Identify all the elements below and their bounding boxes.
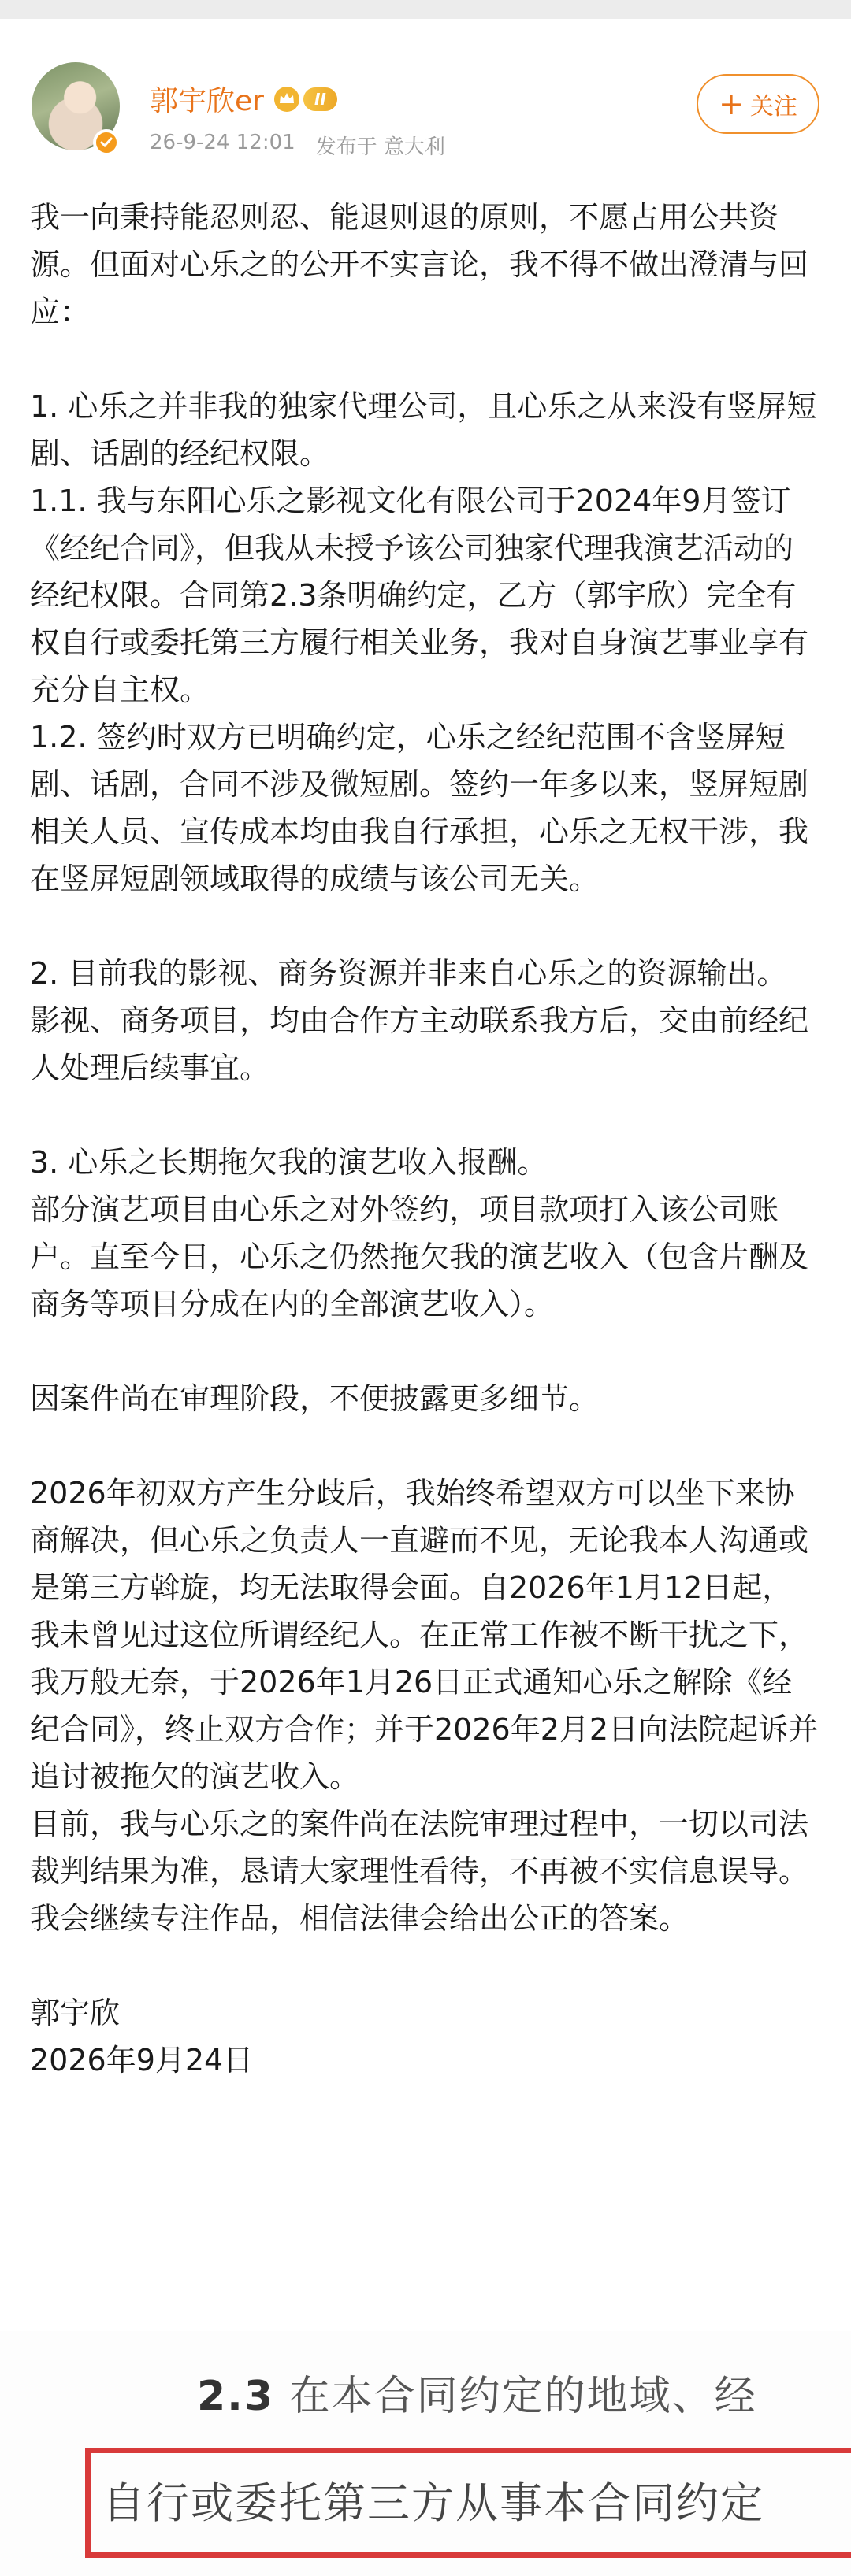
post-location: 发布于 意大利 <box>315 135 445 159</box>
clause-number: 2.3 <box>197 2373 275 2420</box>
post-paragraph: 目前，我与心乐之的案件尚在法院审理过程中，一切以司法裁判结果为准，恳请大家理性看待，不再被不实信息误导。我会继续专注作品，相信法律会给出公正的答案。 <box>30 1807 809 1936</box>
post-paragraph: 郭宇欣 <box>30 1996 121 2030</box>
paragraph-gap <box>30 1328 821 1375</box>
post-paragraph: 2026年初双方产生分歧后，我始终希望双方可以坐下来协商解决，但心乐之负责人一直避而不见，无论我本人沟通或是第三方斡旋，均无法取得会面。自2026年1月12日起，我未曾见过这位所谓经纪人。在正常工作被不断干扰之下，我万般无奈，于2026年1月26日正式通知心乐之解除《经纪合同》，终止双方合作；并于2026年2月2日向法院起诉并追讨被拖欠的演艺收入。 <box>30 1476 819 1794</box>
post-header <box>0 19 851 176</box>
contract-image[interactable] <box>0 2331 851 2576</box>
verified-badge-icon <box>93 129 120 156</box>
post-paragraph: 3. 心乐之长期拖欠我的演艺收入报酬。 <box>30 1145 548 1180</box>
username-row <box>150 79 337 119</box>
crown-icon <box>273 86 300 113</box>
post-paragraph: 因案件尚在审理阶段，不便披露更多细节。 <box>30 1381 600 1416</box>
post-paragraph: 2026年9月24日 <box>30 2043 254 2077</box>
contract-highlighted-line: 自行或委托第三方从事本合同约定 <box>102 2478 764 2528</box>
post-paragraph: 1.2. 签约时双方已明确约定，心乐之经纪范围不含竖屏短剧、话剧，合同不涉及微短剧。签约一年多以来，竖屏短剧相关人员、宣传成本均由我自行承担，心乐之无权干涉，我在竖屏短剧领域取得的成绩与该公司无关。 <box>30 720 809 896</box>
paragraph-gap <box>30 1092 821 1139</box>
post-body <box>0 176 851 2084</box>
plus-icon: + <box>719 87 744 121</box>
username[interactable]: 郭宇欣er <box>150 85 264 117</box>
post-paragraph: 部分演艺项目由心乐之对外签约，项目款项打入该公司账户。直至今日，心乐之仍然拖欠我的演艺收入（包含片酬及商务等项目分成在内的全部演艺收入）。 <box>30 1192 809 1321</box>
post-paragraph: 1. 心乐之并非我的独家代理公司，且心乐之从来没有竖屏短剧、话剧的经纪权限。 <box>30 389 817 471</box>
top-status-strip <box>0 0 851 19</box>
paragraph-gap <box>30 1942 821 1989</box>
post-paragraph: 1.1. 我与东阳心乐之影视文化有限公司于2024年9月签订《经纪合同》，但我从未授予该公司独家代理我演艺活动的经纪权限。合同第2.3条明确约定，乙方（郭宇欣）完全有权自行或委托第三方履行相关业务，我对自身演艺事业享有充分自主权。 <box>30 484 809 707</box>
paragraph-gap <box>30 335 821 383</box>
follow-button[interactable] <box>697 74 819 134</box>
paragraph-gap <box>30 903 821 950</box>
paragraph-gap <box>30 1422 821 1470</box>
post-paragraph: 影视、商务项目，均由合作方主动联系我方后，交由前经纪人处理后续事宜。 <box>30 1003 809 1085</box>
follow-label: 关注 <box>749 93 797 120</box>
post-paragraph: 2. 目前我的影视、商务资源并非来自心乐之的资源输出。 <box>30 956 787 991</box>
post-meta <box>150 131 445 160</box>
vip-level: II <box>303 87 337 111</box>
post-paragraph: 我一向秉持能忍则忍、能退则退的原则，不愿占用公共资源。但面对心乐之的公开不实言论，我不得不做出澄清与回应： <box>30 200 809 329</box>
post-date: 26-9-24 12:01 <box>150 131 295 154</box>
contract-clause-line <box>197 2363 757 2422</box>
vip-badge[interactable] <box>273 86 337 113</box>
clause-text: 在本合同约定的地域、经 <box>288 2373 757 2420</box>
